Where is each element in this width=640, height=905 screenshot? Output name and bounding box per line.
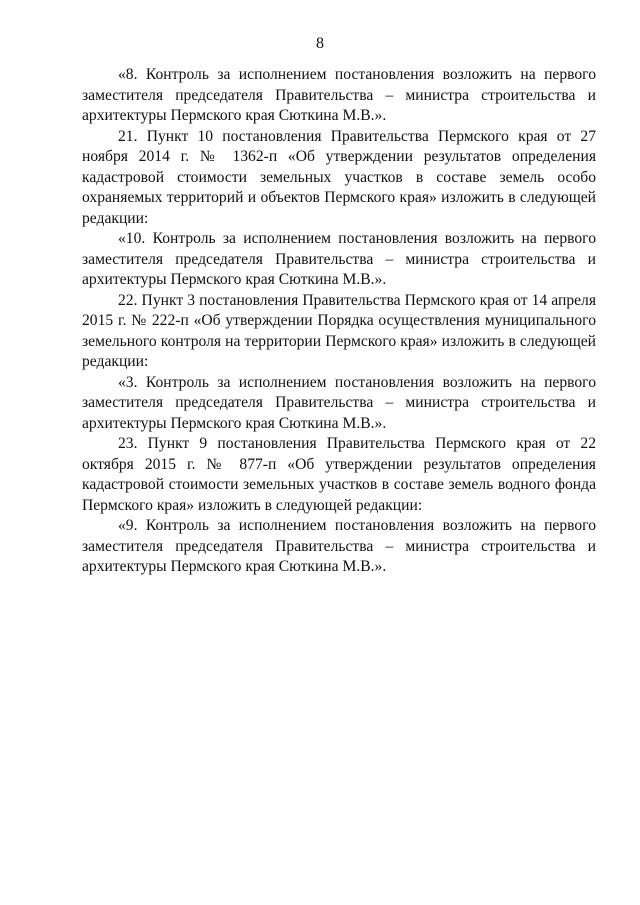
- paragraph-item-10-quote: «10. Контроль за исполнением постановления возложить на первого заместителя председателя Правительства – министра строительства и архитектуры Пермского края Сюткина М.В.».: [82, 230, 596, 288]
- paragraph-clause-22: 22. Пункт 3 постановления Правительства Пермского края от 14 апреля 2015 г. № 222-п «Об утверждении Порядка осуществления муниципального земельного контроля на территории Пермского края» изложить в следующей редакции:: [82, 291, 596, 370]
- paragraph-clause-21: 21. Пункт 10 постановления Правительства Пермского края от 27 ноября 2014 г. № 1362-п «Об утверждении результатов определения кадастровой стоимости земельных участков в составе земель особо охраняемых территорий и объектов Пермского края» изложить в следующей редакции:: [82, 127, 596, 227]
- paragraph-clause-23: 23. Пункт 9 постановления Правительства Пермского края от 22 октября 2015 г. № 877-п «Об утверждении результатов определения кадастровой стоимости земельных участков в составе земель водного фонда Пермского края» изложить в следующей редакции:: [82, 435, 596, 514]
- page-number: 8: [316, 35, 324, 52]
- document-body: [82, 65, 596, 578]
- paragraph-item-9-quote: «9. Контроль за исполнением постановления возложить на первого заместителя председателя Правительства – министра строительства и архитектуры Пермского края Сюткина М.В.».: [82, 517, 596, 575]
- paragraph-item-3-quote: «3. Контроль за исполнением постановления возложить на первого заместителя председателя Правительства – министра строительства и архитектуры Пермского края Сюткина М.В.».: [82, 373, 596, 432]
- paragraph-item-8-quote: «8. Контроль за исполнением постановления возложить на первого заместителя председателя Правительства – министра строительства и архитектуры Пермского края Сюткина М.В.».: [82, 66, 596, 124]
